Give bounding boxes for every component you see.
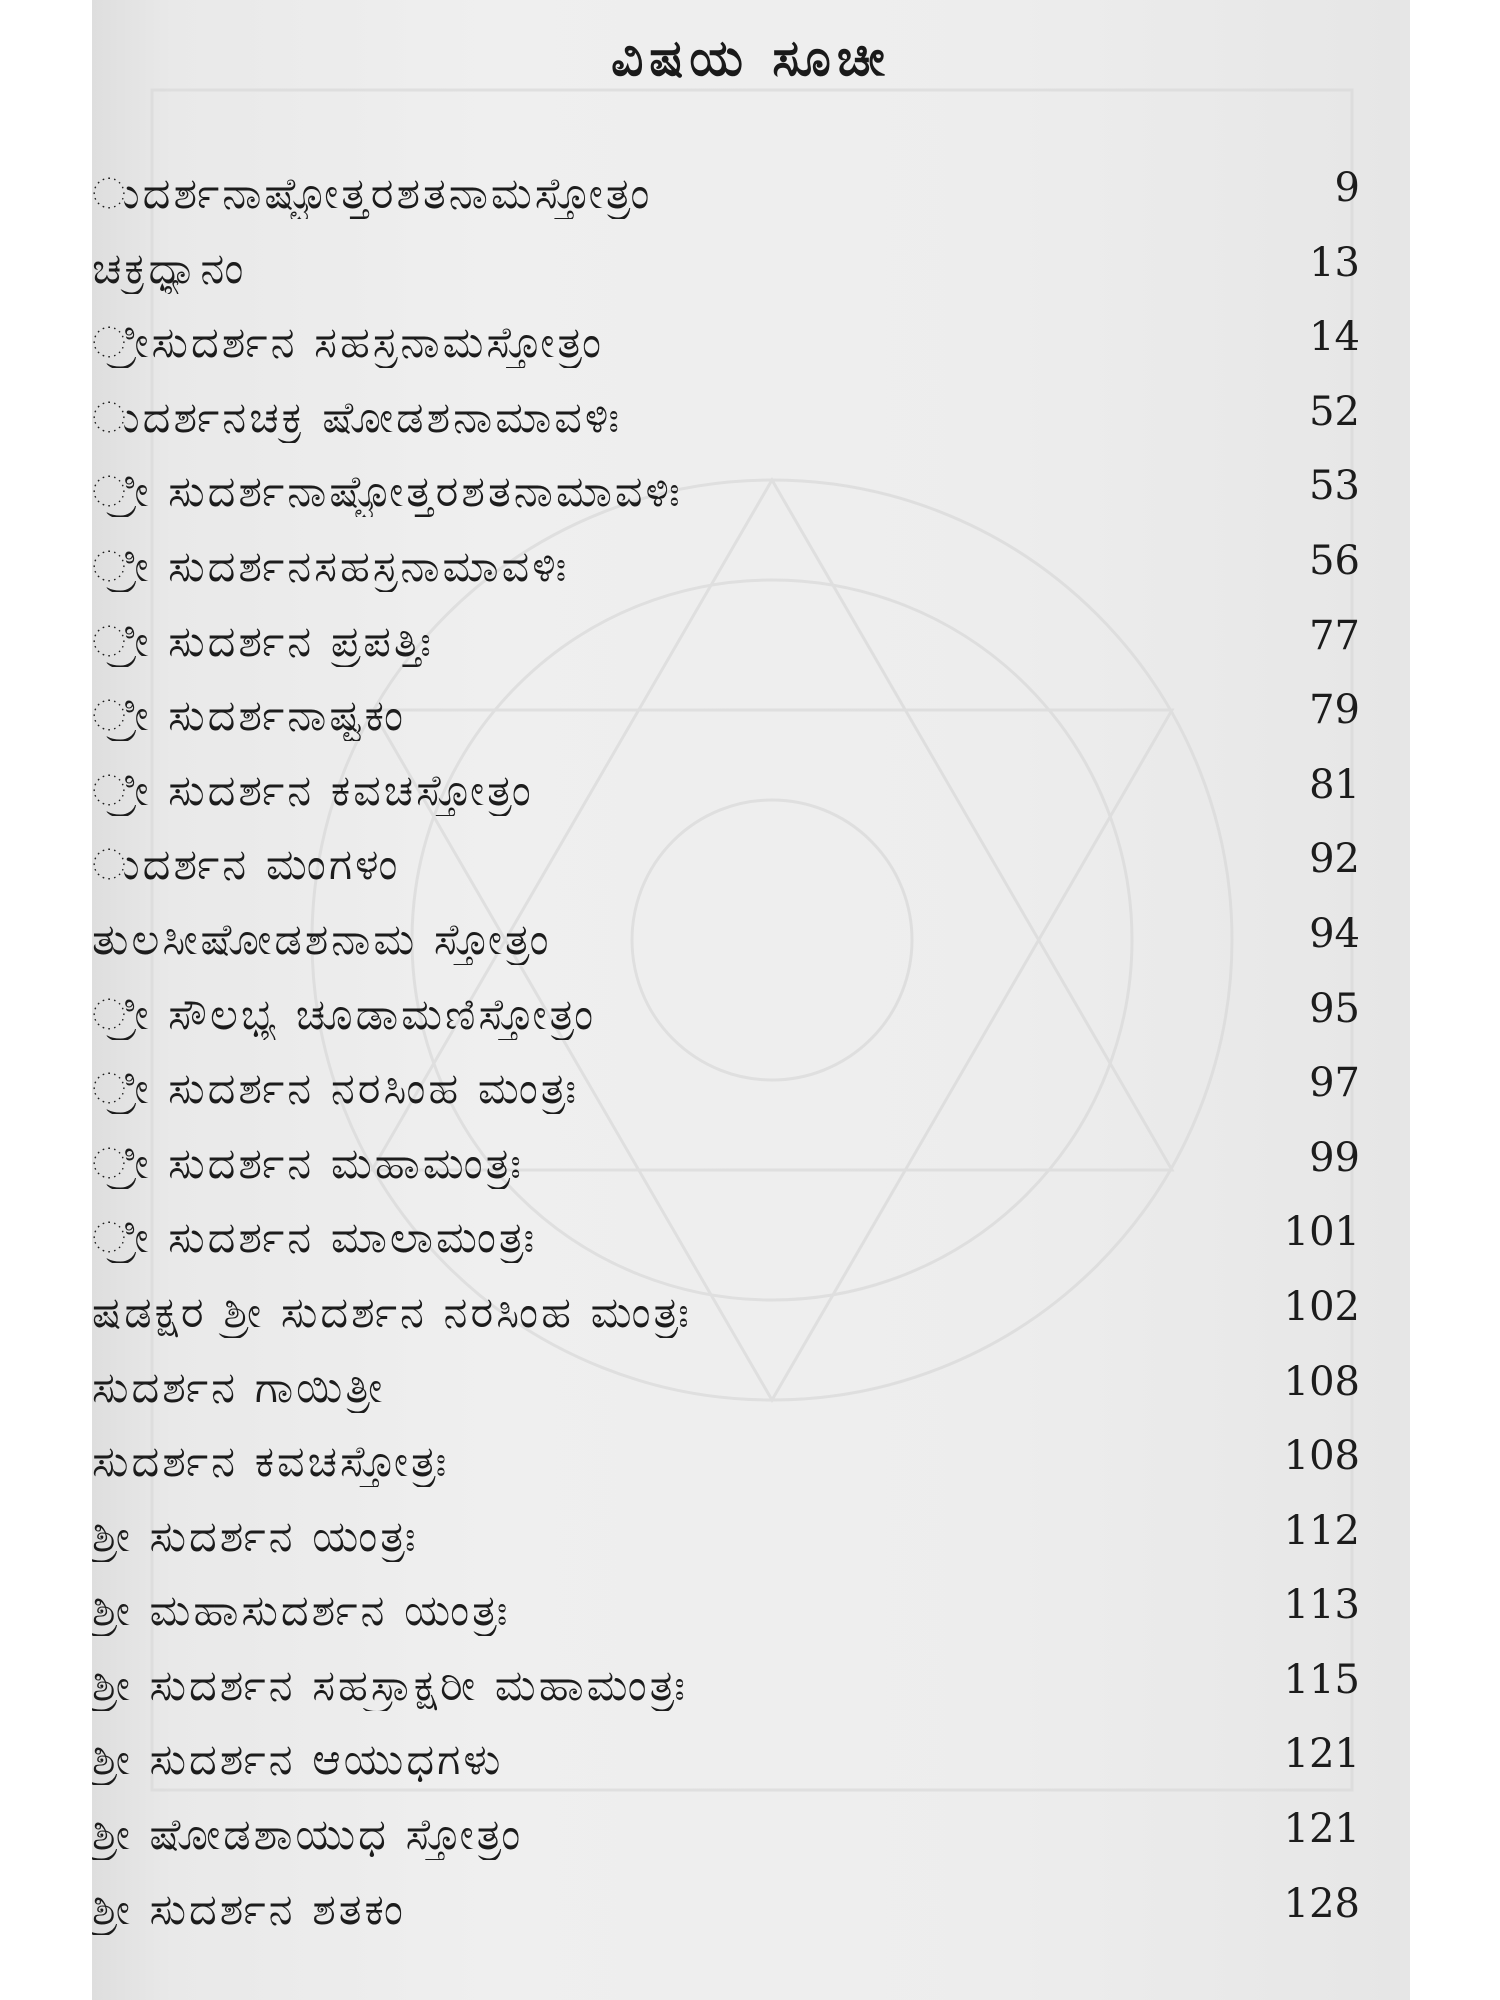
toc-entry: [92, 538, 1410, 613]
toc-entry-page: 56: [1309, 537, 1360, 584]
toc-entry-page: 121: [1283, 1731, 1360, 1778]
toc-entry: [92, 911, 1410, 986]
toc-entry: [92, 1433, 1410, 1508]
toc-entry-title: ುದರ್ಶನಚಕ್ರ ಷೋಡಶನಾಮಾವಳಿಃ: [92, 392, 623, 443]
toc-entry-title: ್ರೀ ಸುದರ್ಶನ ಪ್ರಪತ್ತಿಃ: [92, 616, 434, 667]
toc-entry-page: 77: [1309, 612, 1360, 659]
toc-entry: [92, 1284, 1410, 1359]
toc-entry-title: ತುಲಸೀಷೋಡಶನಾಮ ಸ್ತೋತ್ರಂ: [92, 914, 552, 965]
toc-entry: [92, 762, 1410, 837]
toc-entry-page: 113: [1283, 1582, 1360, 1629]
toc-entry-title: ುದರ್ಶನ ಮಂಗಳಂ: [92, 840, 401, 891]
toc-entry: [92, 687, 1410, 762]
toc-entry-page: 14: [1309, 314, 1360, 361]
toc-entry: [92, 1508, 1410, 1583]
toc-entry: [92, 389, 1410, 464]
toc-entry-page: 128: [1283, 1880, 1360, 1927]
toc-entry-title: ಶ್ರೀ ಸುದರ್ಶನ ಆಯುಧಗಳು: [92, 1735, 504, 1786]
toc-entry-title: ್ರೀ ಸುದರ್ಶನಾಷ್ಟೋತ್ತರಶತನಾಮಾವಳಿಃ: [92, 467, 683, 518]
toc-entry-page: 13: [1309, 239, 1360, 286]
toc-entry-title: ಶ್ರೀ ಸುದರ್ಶನ ಶತಕಂ: [92, 1884, 406, 1935]
toc-entry: [92, 1209, 1410, 1284]
toc-entry: [92, 986, 1410, 1061]
toc-entry-page: 108: [1283, 1433, 1360, 1480]
toc-entry-page: 81: [1309, 761, 1360, 808]
toc-entry-page: 79: [1309, 687, 1360, 734]
toc-entry-title: ್ರೀ ಸೌಲಭ್ಯ ಚೂಡಾಮಣಿಸ್ತೋತ್ರಂ: [92, 989, 597, 1040]
toc-entry-title: ಶ್ರೀ ಮಹಾಸುದರ್ಶನ ಯಂತ್ರಃ: [92, 1586, 511, 1637]
toc-entry: [92, 1060, 1410, 1135]
toc-entry-title: ್ರೀಸುದರ್ಶನ ಸಹಸ್ರನಾಮಸ್ತೋತ್ರಂ: [92, 318, 605, 369]
toc-entry: [92, 1657, 1410, 1732]
toc-entry-title: ್ರೀ ಸುದರ್ಶನ ಕವಚಸ್ತೋತ್ರಂ: [92, 765, 534, 816]
toc-entry: [92, 463, 1410, 538]
toc-entry-title: ಚಕ್ರಧ್ಯಾನಂ: [92, 243, 247, 294]
toc-entry-page: 53: [1309, 463, 1360, 510]
toc-entry: [92, 165, 1410, 240]
toc-entry-page: 94: [1309, 910, 1360, 957]
book-page: [92, 0, 1410, 2000]
table-of-contents: [92, 165, 1410, 1955]
toc-entry-title: ್ರೀ ಸುದರ್ಶನಸಹಸ್ರನಾಮಾವಳಿಃ: [92, 541, 570, 592]
toc-entry-title: ಸುದರ್ಶನ ಕವಚಸ್ತೋತ್ರಃ: [92, 1437, 450, 1488]
toc-entry-page: 108: [1283, 1358, 1360, 1405]
toc-entry: [92, 836, 1410, 911]
toc-entry-title: ಶ್ರೀ ಸುದರ್ಶನ ಯಂತ್ರಃ: [92, 1511, 419, 1562]
toc-entry-title: ಸುದರ್ಶನ ಗಾಯಿತ್ರೀ: [92, 1362, 386, 1413]
toc-entry-page: 92: [1309, 836, 1360, 883]
toc-entry-page: 115: [1283, 1656, 1360, 1703]
toc-entry: [92, 1806, 1410, 1881]
toc-entry: [92, 240, 1410, 315]
toc-entry: [92, 1135, 1410, 1210]
toc-entry-page: 9: [1334, 165, 1360, 211]
toc-entry-page: 101: [1283, 1209, 1360, 1256]
toc-entry-title: ಶ್ರೀ ಷೋಡಶಾಯುಧ ಸ್ತೋತ್ರಂ: [92, 1810, 524, 1861]
toc-entry-title: ಶ್ರೀ ಸುದರ್ಶನ ಸಹಸ್ರಾಕ್ಷರೀ ಮಹಾಮಂತ್ರಃ: [92, 1660, 688, 1711]
toc-entry: [92, 1881, 1410, 1956]
toc-entry-title: ುದರ್ಶನಾಷ್ಟೋತ್ತರಶತನಾಮಸ್ತೋತ್ರಂ: [92, 169, 653, 219]
toc-entry-title: ್ರೀ ಸುದರ್ಶನ ನರಸಿಂಹ ಮಂತ್ರಃ: [92, 1064, 580, 1115]
toc-entry: [92, 1582, 1410, 1657]
toc-entry-page: 102: [1283, 1283, 1360, 1330]
toc-entry: [92, 1731, 1410, 1806]
toc-entry: [92, 314, 1410, 389]
toc-entry-title: ಷಡಕ್ಷರ ಶ್ರೀ ಸುದರ್ಶನ ನರಸಿಂಹ ಮಂತ್ರಃ: [92, 1287, 692, 1338]
toc-entry-page: 95: [1309, 985, 1360, 1032]
toc-entry-title: ್ರೀ ಸುದರ್ಶನ ಮಹಾಮಂತ್ರಃ: [92, 1138, 524, 1189]
toc-entry-page: 121: [1283, 1806, 1360, 1853]
toc-entry: [92, 613, 1410, 688]
toc-entry-title: ್ರೀ ಸುದರ್ಶನ ಮಾಲಾಮಂತ್ರಃ: [92, 1213, 538, 1264]
scan-margin-right: [1410, 0, 1500, 2000]
toc-entry-title: ್ರೀ ಸುದರ್ಶನಾಷ್ಟಕಂ: [92, 691, 407, 742]
toc-entry: [92, 1359, 1410, 1434]
toc-entry-page: 112: [1283, 1507, 1360, 1554]
page-title: ವಿಷಯ ಸೂಚೀ: [611, 28, 891, 87]
toc-entry-page: 97: [1309, 1060, 1360, 1107]
toc-entry-page: 99: [1309, 1134, 1360, 1181]
scan-margin-left: [0, 0, 92, 2000]
toc-entry-page: 52: [1309, 388, 1360, 435]
